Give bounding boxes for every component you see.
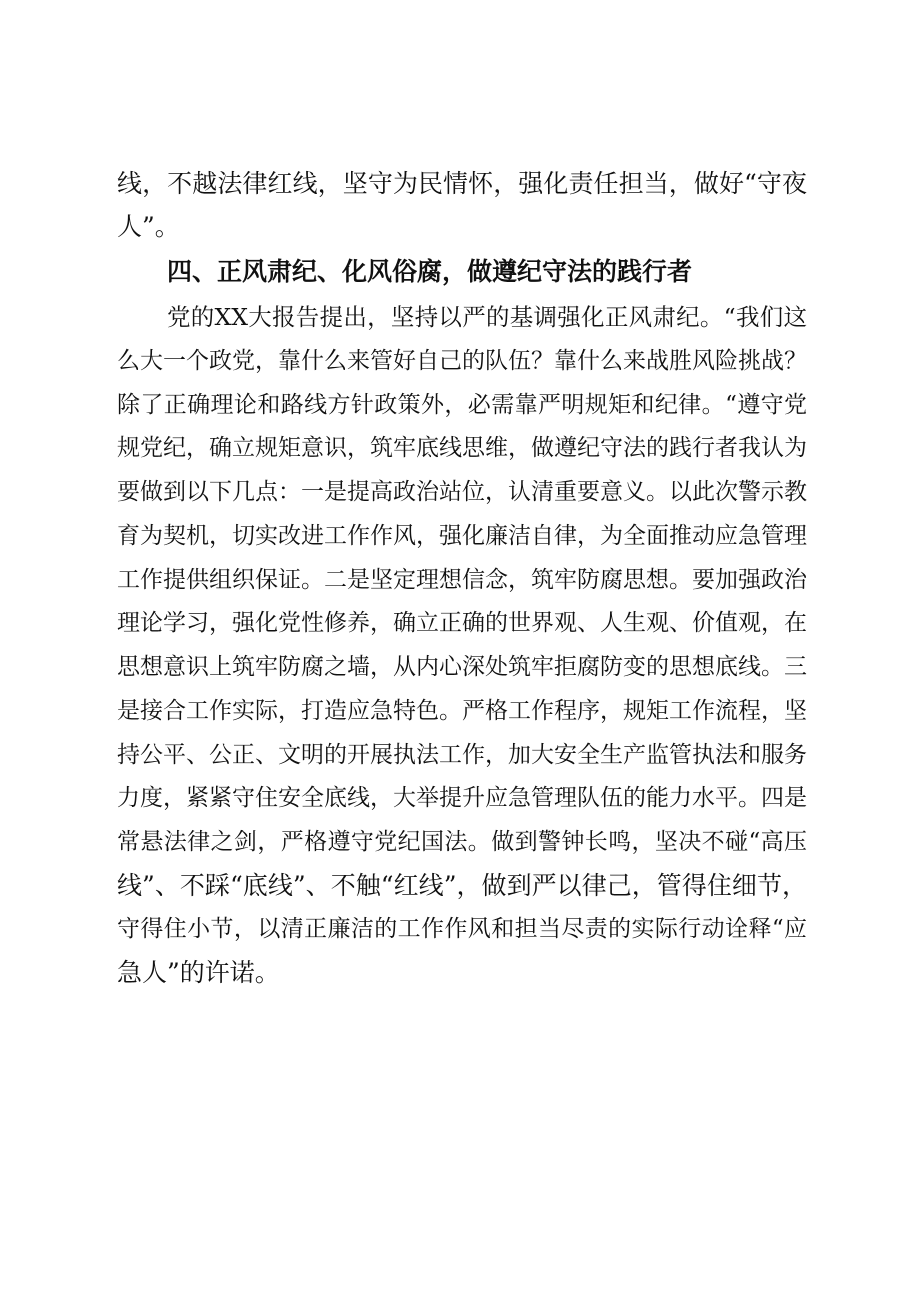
text-line-17: 守得住小节，以清正廉洁的工作作风和担当尽责的实际行动诠释“应 xyxy=(117,916,807,942)
text-line-10: 理论学习，强化党性修养，确立正确的世界观、人生观、价值观，在 xyxy=(117,610,807,636)
text-line-8: 育为契机，切实改进工作作风，强化廉洁自律，为全面推动应急管理 xyxy=(117,523,807,549)
text-line-7: 要做到以下几点：一是提高政治站位，认清重要意义。以此次警示教 xyxy=(117,479,807,505)
text-line-2: 人”。 xyxy=(117,212,180,241)
text-line-9: 工作提供组织保证。二是坚定理想信念，筑牢防腐思想。要加强政治 xyxy=(117,567,807,593)
section-heading-4: 四、正风肃纪、化风俗腐，做遵纪守法的践行者 xyxy=(167,257,693,286)
text-line-1: 线，不越法律红线，坚守为民情怀，强化责任担当，做好“守夜 xyxy=(117,169,807,198)
text-line-13: 持公平、公正、文明的开展执法工作，加大安全生产监管执法和服务 xyxy=(117,742,807,768)
text-line-12: 是接合工作实际，打造应急特色。严格工作程序，规矩工作流程，坚 xyxy=(117,698,807,724)
text-line-16: 线”、不踩“底线”、不触“红线”，做到严以律己，管得住细节， xyxy=(117,871,807,900)
text-line-11: 思想意识上筑牢防腐之墙，从内心深处筑牢拒腐防变的思想底线。三 xyxy=(117,654,807,680)
text-line-4: 么大一个政党，靠什么来管好自己的队伍？靠什么来战胜风险挑战？ xyxy=(117,348,807,374)
text-line-18: 急人”的许诺。 xyxy=(117,958,280,987)
text-line-5: 除了正确理论和路线方针政策外，必需靠严明规矩和纪律。“遵守党 xyxy=(117,392,807,418)
text-line-6: 规党纪，确立规矩意识，筑牢底线思维，做遵纪守法的践行者我认为 xyxy=(117,435,807,461)
text-line-14: 力度，紧紧守住安全底线，大举提升应急管理队伍的能力水平。四是 xyxy=(117,785,807,811)
text-line-3: 党的XX大报告提出，坚持以严的基调强化正风肃纪。“我们这 xyxy=(167,303,807,331)
text-line-15: 常悬法律之剑，严格遵守党纪国法。做到警钟长鸣，坚决不碰“高压 xyxy=(117,829,807,855)
